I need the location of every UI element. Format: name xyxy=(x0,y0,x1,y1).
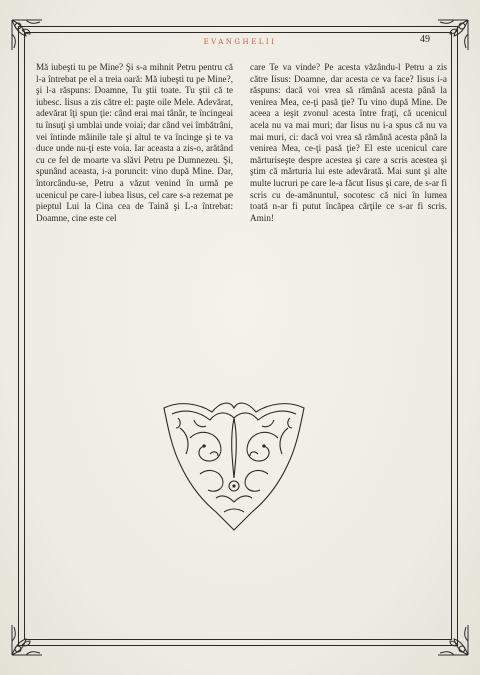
text-column-right xyxy=(250,62,447,224)
floral-tailpiece-ornament-icon xyxy=(160,398,308,533)
body-paragraph-right: care Te va vinde? Pe acesta văzându-l Petru a zis către Iisus: Doamne, dar acesta ce va face? Iisus i-a răspuns: dacă voi vrea să rămână acesta până la venirea Mea, ce-ţi pasă ţie? Tu vino după Mine. De aceea a ieşit zvonul acesta între fraţi, că ucenicul acela nu va mai muri; dar Iisus nu i-a spus că nu va mai muri, ci: dacă voi vrea să rămână acesta până la venirea Mea, ce-ţi pasă ţie? El este ucenicul care mărturiseşte despre acestea şi care a scris acestea şi ştim că mărturia lui este adevărată. Mai sunt şi alte multe lucruri pe care le-a făcut Iisus şi care, de s-ar fi scris cu de-amănuntul, socotesc că nici în lumea toată n-ar fi putut încăpea cărţile ce s-ar fi scris. Amin! xyxy=(250,62,447,223)
body-paragraph-left: Mă iubeşti tu pe Mine? Şi s-a mihnit Petru pentru că l-a întrebat pe el a treia oară: Mă iubeşti tu pe Mine?, şi l-a răspuns: Doamne, Tu ştii toate. Tu ştii că te iubesc. Iisus a zis către el: paşte oile Mele. Adevărat, adevărat îţi spun ţie: când erai mai tânăr, te încingeai tu însuţi şi umblai unde voiai; dar când vei îmbătrâni, vei întinde mâinile tale şi altul te va încinge şi te va duce unde nu-ţi este voia. Iar aceasta a zis-o, arătând cu ce fel de moarte va slăvi Petru pe Dumnezeu. Şi, spunând aceasta, i-a poruncit: vino după Mine. Dar, întorcându-se, Petru a văzut venind în urmă pe ucenicul pe care-l iubea Iisus, cel care s-a rezemat pe pieptul Lui la Cina cea de Taină şi L-a întrebat: Doamne, cine este cel xyxy=(36,62,233,223)
running-title: EVANGHELII xyxy=(203,38,277,46)
corner-ornament-top-left-icon xyxy=(6,14,48,56)
corner-ornament-bottom-right-icon xyxy=(432,619,474,661)
corner-ornament-bottom-left-icon xyxy=(6,619,48,661)
corner-ornament-top-right-icon xyxy=(432,14,474,56)
text-column-left xyxy=(36,62,233,224)
page-number: 49 xyxy=(420,34,430,45)
